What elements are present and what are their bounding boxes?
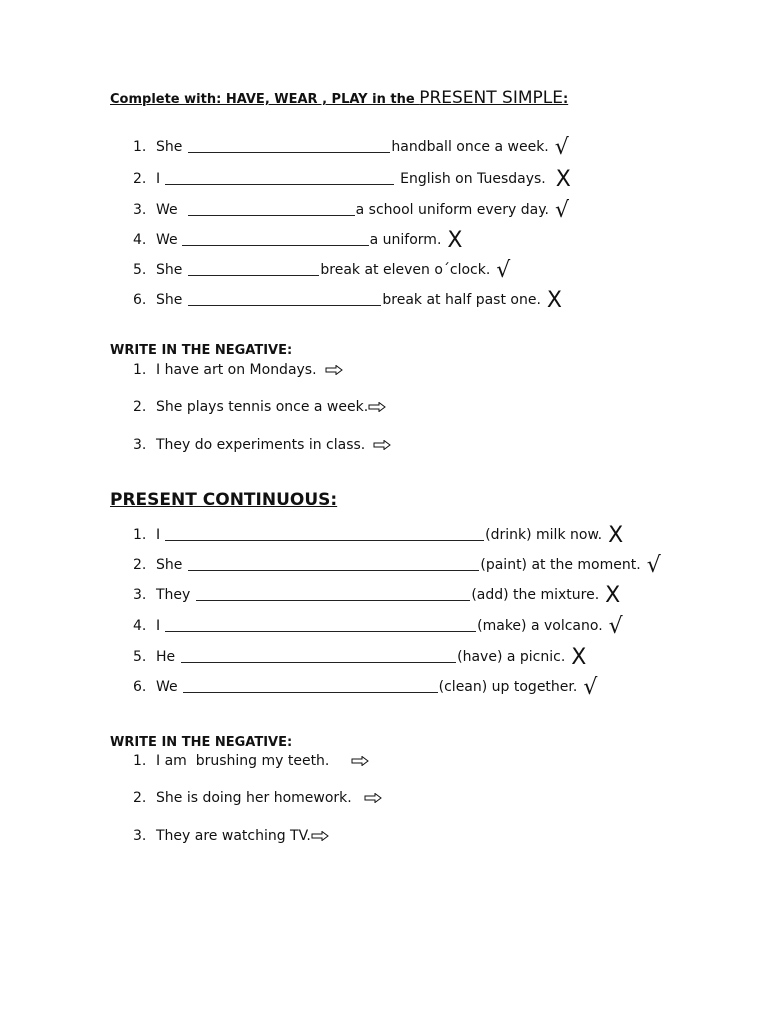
item-number: 4. xyxy=(133,232,147,248)
item-subject: They xyxy=(156,587,191,603)
exercise-item xyxy=(133,166,571,192)
exercise-item xyxy=(133,582,621,608)
exercise-item xyxy=(133,134,569,160)
item-number: 4. xyxy=(133,618,147,634)
instruction-prefix: Complete with: HAVE, WEAR , PLAY in the xyxy=(110,92,420,107)
negative-item xyxy=(133,828,329,844)
negative-heading: WRITE IN THE NEGATIVE: xyxy=(110,735,293,750)
item-subject: We xyxy=(156,232,178,248)
negative-item xyxy=(133,790,382,806)
answer-blank[interactable] xyxy=(188,570,479,571)
item-subject: I xyxy=(156,527,161,543)
item-text: (add) the mixture. xyxy=(471,587,600,603)
instruction-heading xyxy=(110,88,568,108)
answer-blank[interactable] xyxy=(182,245,369,246)
cross-icon: X xyxy=(571,645,587,670)
exercise-item xyxy=(133,674,598,700)
item-subject: He xyxy=(156,649,176,665)
cross-icon: X xyxy=(555,167,571,192)
cross-icon: X xyxy=(608,523,624,548)
item-number: 2. xyxy=(133,171,147,187)
tick-icon: √ xyxy=(646,553,661,578)
negative-item xyxy=(133,437,391,453)
negative-heading: WRITE IN THE NEGATIVE: xyxy=(110,343,293,358)
cross-icon: X xyxy=(546,288,562,313)
item-subject: We xyxy=(156,679,178,695)
item-number: 1. xyxy=(133,362,147,378)
right-arrow-icon xyxy=(368,402,386,412)
item-text: (drink) milk now. xyxy=(485,527,603,543)
item-text: (have) a picnic. xyxy=(457,649,566,665)
item-number: 3. xyxy=(133,437,147,453)
answer-blank[interactable] xyxy=(165,631,476,632)
tick-icon: √ xyxy=(608,614,623,639)
item-text: handball once a week. xyxy=(391,139,549,155)
tick-icon: √ xyxy=(583,675,598,700)
item-text: She plays tennis once a week. xyxy=(156,399,369,415)
item-subject: We xyxy=(156,202,178,218)
item-number: 5. xyxy=(133,262,147,278)
item-number: 1. xyxy=(133,139,147,155)
cross-icon: X xyxy=(447,228,463,253)
item-number: 1. xyxy=(133,527,147,543)
item-subject: I xyxy=(156,171,161,187)
item-text: I have art on Mondays. xyxy=(156,362,317,378)
right-arrow-icon xyxy=(325,365,343,375)
exercise-item xyxy=(133,552,661,578)
item-text: They do experiments in class. xyxy=(156,437,366,453)
exercise-item xyxy=(133,287,562,313)
answer-blank[interactable] xyxy=(188,275,319,276)
answer-blank[interactable] xyxy=(188,215,355,216)
item-subject: She xyxy=(156,292,183,308)
instruction-suffix: : xyxy=(562,92,569,107)
negative-item xyxy=(133,753,369,769)
answer-blank[interactable] xyxy=(188,152,390,153)
exercise-item xyxy=(133,257,511,283)
item-subject: She xyxy=(156,262,183,278)
tick-icon: √ xyxy=(554,135,569,160)
item-text: I am brushing my teeth. xyxy=(156,753,330,769)
exercise-item xyxy=(133,197,569,223)
item-subject: She xyxy=(156,557,183,573)
item-text: break at half past one. xyxy=(382,292,541,308)
tick-icon: √ xyxy=(496,258,511,283)
item-number: 6. xyxy=(133,292,147,308)
item-number: 2. xyxy=(133,399,147,415)
exercise-item xyxy=(133,522,624,548)
right-arrow-icon xyxy=(351,756,369,766)
item-text: a uniform. xyxy=(369,232,442,248)
item-number: 6. xyxy=(133,679,147,695)
right-arrow-icon xyxy=(311,831,329,841)
answer-blank[interactable] xyxy=(188,305,381,306)
answer-blank[interactable] xyxy=(196,600,470,601)
answer-blank[interactable] xyxy=(165,184,394,185)
exercise-item xyxy=(133,644,587,670)
item-number: 2. xyxy=(133,790,147,806)
item-text: (make) a volcano. xyxy=(477,618,603,634)
item-text: English on Tuesdays. xyxy=(400,171,546,187)
item-number: 5. xyxy=(133,649,147,665)
right-arrow-icon xyxy=(364,793,382,803)
item-text: She is doing her homework. xyxy=(156,790,352,806)
section-title: PRESENT CONTINUOUS: xyxy=(110,490,338,510)
item-number: 1. xyxy=(133,753,147,769)
tick-icon: √ xyxy=(554,198,569,223)
item-number: 2. xyxy=(133,557,147,573)
negative-item xyxy=(133,362,343,378)
right-arrow-icon xyxy=(373,440,391,450)
item-text: (paint) at the moment. xyxy=(480,557,641,573)
item-number: 3. xyxy=(133,202,147,218)
answer-blank[interactable] xyxy=(181,662,456,663)
answer-blank[interactable] xyxy=(165,540,484,541)
item-text: a school uniform every day. xyxy=(355,202,549,218)
item-text: (clean) up together. xyxy=(438,679,578,695)
answer-blank[interactable] xyxy=(183,692,438,693)
item-number: 3. xyxy=(133,828,147,844)
item-number: 3. xyxy=(133,587,147,603)
negative-item xyxy=(133,399,386,415)
instruction-tense: PRESENT SIMPLE xyxy=(419,88,563,108)
exercise-item xyxy=(133,227,463,253)
item-text: They are watching TV. xyxy=(156,828,311,844)
item-text: break at eleven o´clock. xyxy=(320,262,491,278)
cross-icon: X xyxy=(605,583,621,608)
item-subject: She xyxy=(156,139,183,155)
item-subject: I xyxy=(156,618,161,634)
exercise-item xyxy=(133,613,623,639)
